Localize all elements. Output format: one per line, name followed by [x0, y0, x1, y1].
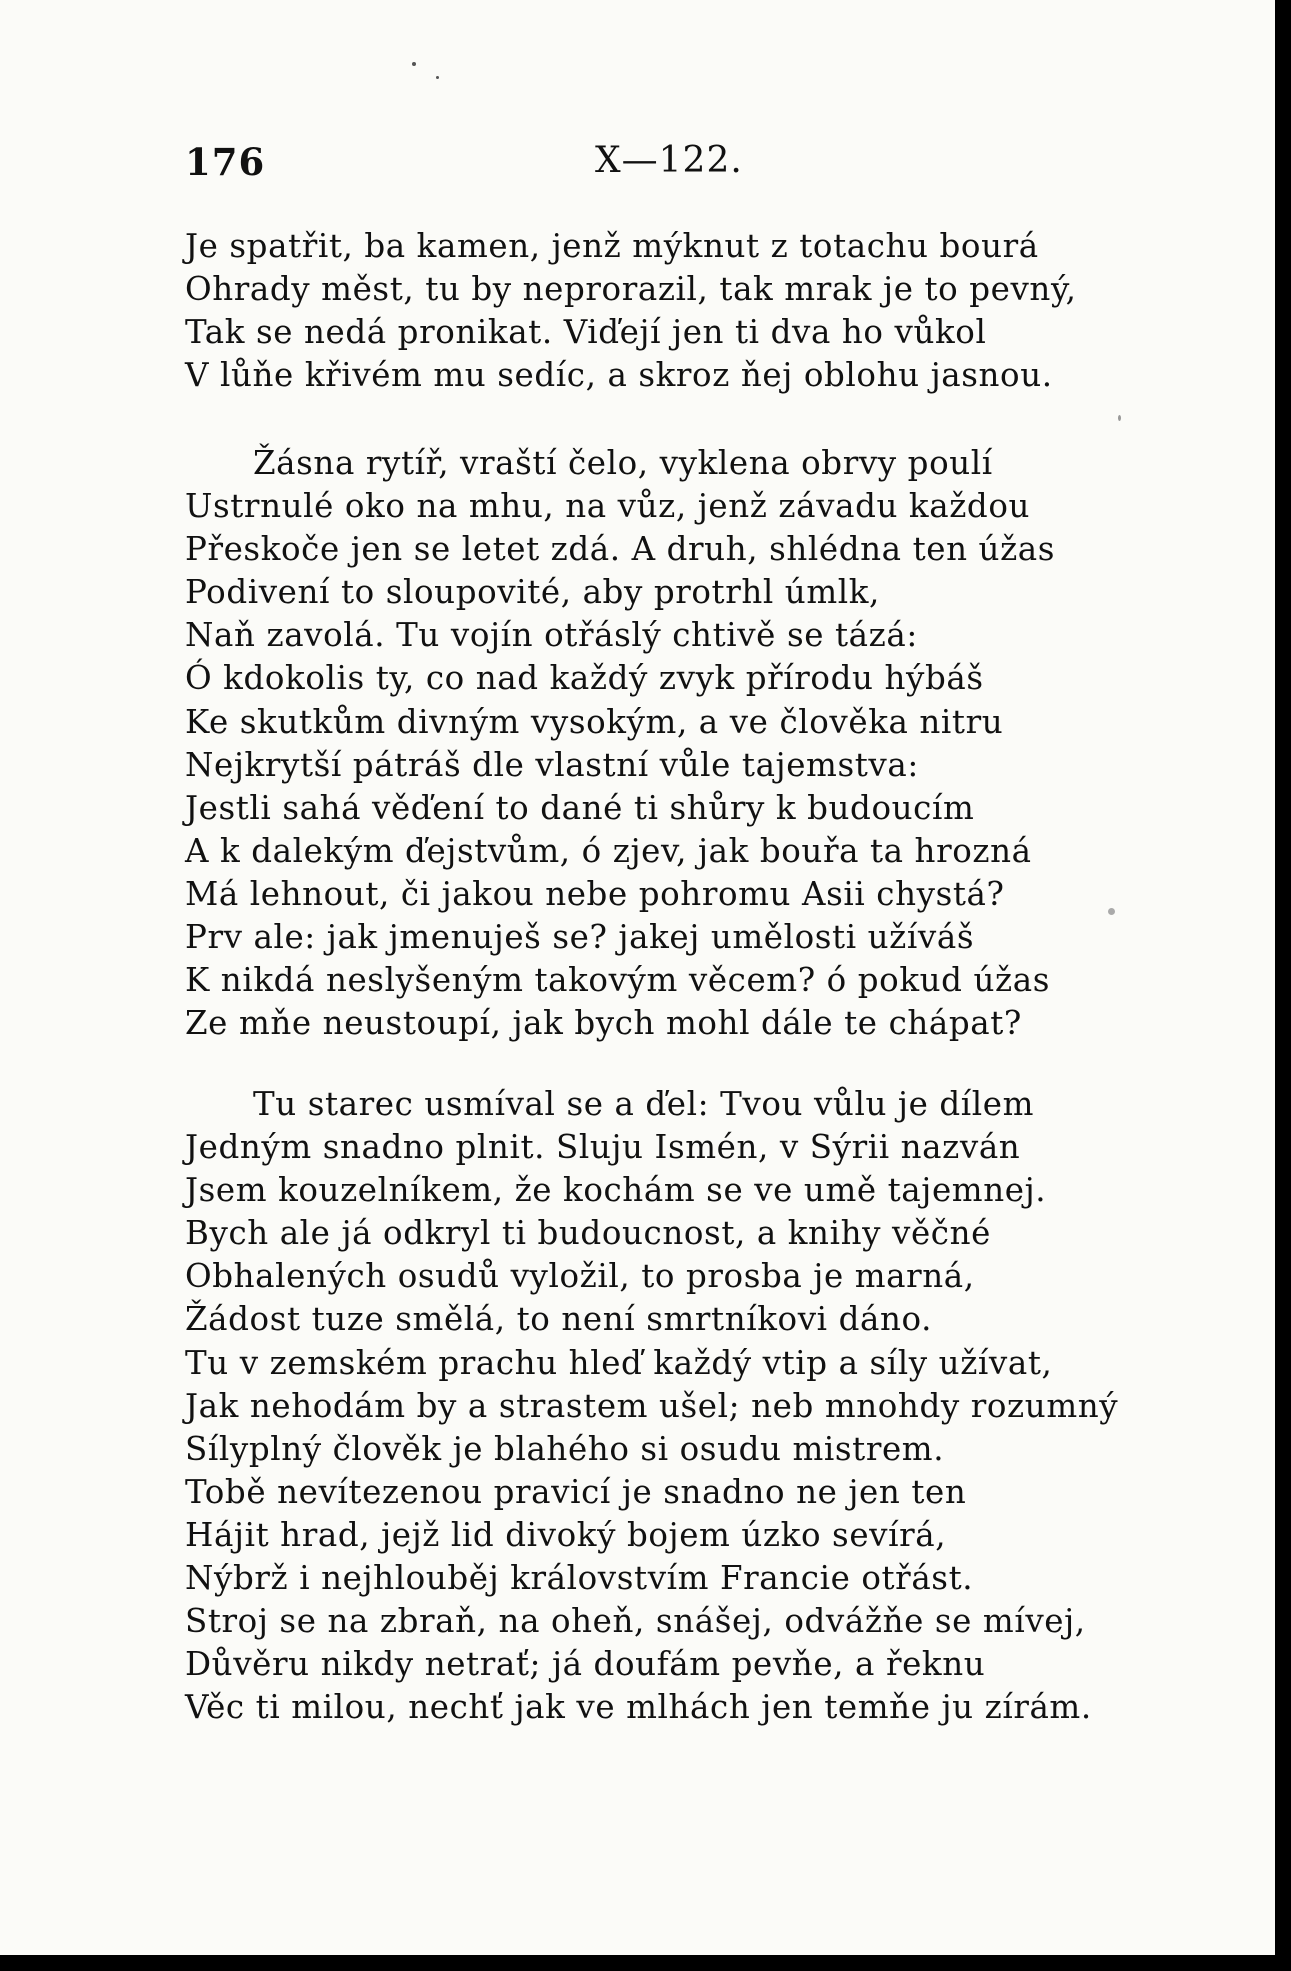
verse-line: Žádost tuze smělá, to není smrtníkovi dáno. [185, 1300, 933, 1339]
print-speck [1118, 415, 1121, 421]
stanza-1 [185, 225, 1077, 397]
verse-line: Ke skutkům divným vysokým, a ve člověka nitru [185, 702, 1004, 741]
page-edge [1279, 0, 1285, 1971]
verse-line: Bych ale já odkryl ti budoucnost, a knihy věčné [185, 1214, 991, 1253]
print-speck [412, 62, 416, 66]
print-speck [1108, 908, 1115, 915]
verse-line: K nikdá neslyšeným takovým věcem? ó pokud úžas [185, 961, 1050, 1000]
verse-line: V lůňe křivém mu sedíc, a skroz ňej oblohu jasnou. [185, 356, 1053, 395]
verse-line: Ze mňe neustoupí, jak bych mohl dále te chápat? [185, 1004, 1022, 1043]
print-speck [436, 76, 439, 79]
verse-line: Má lehnout, či jakou nebe pohromu Asii chystá? [185, 874, 1005, 913]
verse-line: Obhalených osudů vyložil, to prosba je marná, [185, 1257, 975, 1296]
verse-line: Žásna rytíř, vraští čelo, vyklena obrvy poulí [253, 444, 993, 482]
verse-line: Sílyplný člověk je blahého si osudu mistrem. [185, 1429, 945, 1468]
verse-line: Tu v zemském prachu hleď každý vtip a síly užívat, [185, 1343, 1053, 1382]
verse-line: Přeskoče jen se letet zdá. A druh, shlédna ten úžas [185, 530, 1056, 569]
page-header [185, 140, 985, 190]
verse-line: Je spatřit, ba kamen, jenž mýknut z totachu bourá [185, 227, 1039, 265]
running-head: X—122. [595, 140, 743, 181]
page-number: 176 [185, 140, 266, 184]
verse-line: Tu starec usmíval se a ďel: Tvou vůlu je dílem [253, 1085, 1035, 1123]
stanza-2 [185, 442, 1055, 1045]
verse-line: Důvěru nikdy netrať; já doufám pevňe, a řeknu [185, 1645, 986, 1684]
verse-line: Nejkrytší pátráš dle vlastní vůle tajemstva: [185, 745, 919, 784]
verse-line: Nýbrž i nejhlouběj královstvím Francie otřást. [185, 1559, 974, 1598]
verse-line: Stroj se na zbraň, na oheň, snášej, odvážňe se mívej, [185, 1602, 1086, 1641]
verse-line: Jedným snadno plnit. Sluju Ismén, v Sýrii nazván [185, 1128, 1021, 1167]
verse-line: A k dalekým ďejstvům, ó zjev, jak bouřa ta hrozná [185, 831, 1032, 870]
verse-line: Ohrady měst, tu by neprorazil, tak mrak je to pevný, [185, 270, 1077, 309]
stanza-3 [185, 1083, 1118, 1729]
verse-line: Hájit hrad, jejž lid divoký bojem úzko sevírá, [185, 1515, 947, 1554]
verse-line: Tak se nedá pronikat. Viďejí jen ti dva ho vůkol [185, 313, 987, 352]
verse-line: Ó kdokolis ty, co nad každý zvyk přírodu hýbáš [185, 659, 984, 698]
verse-line: Věc ti milou, nechť jak ve mlhách jen temňe ju zírám. [185, 1688, 1092, 1727]
verse-line: Jsem kouzelníkem, že kochám se ve umě tajemnej. [185, 1171, 1047, 1210]
verse-line: Jak nehodám by a strastem ušel; neb mnohdy rozumný [185, 1386, 1119, 1425]
verse-line: Tobě nevítezenou pravicí je snadno ne jen ten [185, 1472, 967, 1511]
verse-line: Jestli sahá věďení to dané ti shůry k budoucím [185, 788, 975, 827]
verse-line: Naň zavolá. Tu vojín otřáslý chtivě se tázá: [185, 616, 918, 655]
verse-line: Ustrnulé oko na mhu, na vůz, jenž závadu každou [185, 487, 1031, 526]
verse-line: Podivení to sloupovité, aby protrhl úmlk, [185, 573, 880, 612]
verse-line: Prv ale: jak jmenuješ se? jakej umělosti užíváš [185, 918, 975, 957]
